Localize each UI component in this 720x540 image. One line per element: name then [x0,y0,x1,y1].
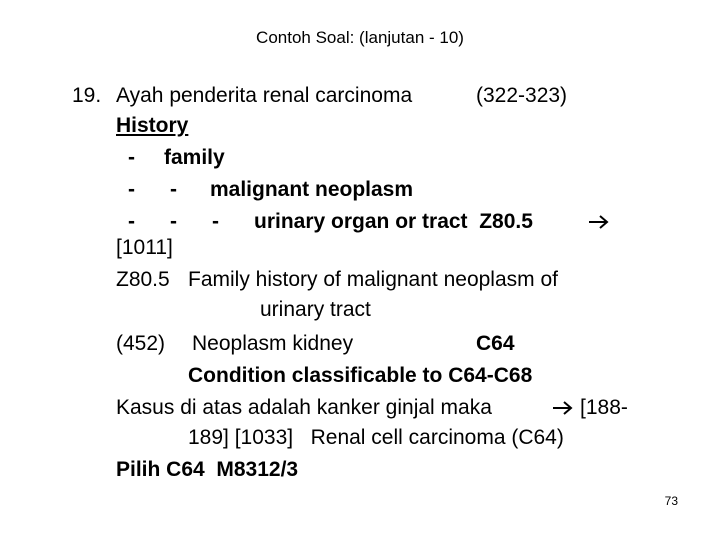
arrow-right-icon [588,215,610,229]
family-term: family [164,146,225,169]
ref-188: [188- [580,396,628,419]
z805-code: Z80.5 [116,268,170,291]
level2-dashes: - - [128,178,177,201]
ref-189-line: 189] [1033] Renal cell carcinoma (C64) [188,426,564,449]
z805-description: Family history of malignant neoplasm of [188,268,558,291]
pilih-line: Pilih C64 M8312/3 [116,458,299,481]
ref-452: (452) [116,332,166,355]
code-c64: C64 [476,332,515,355]
urinary-term: urinary organ or tract Z80.5 [254,210,533,233]
item-line1: Ayah penderita renal carcinoma [116,84,413,107]
neoplasm-kidney: Neoplasm kidney [192,332,354,355]
slide-title: Contoh Soal: (lanjutan - 10) [256,28,464,47]
condition-line: Condition classificable to C64-C68 [188,364,533,387]
page-number: 73 [664,494,678,508]
z805-description-cont: urinary tract [260,298,371,321]
item-number: 19. [72,84,102,107]
family-dash: - [128,146,135,169]
arrow-right-icon [552,401,574,415]
level3-dashes: - - - [128,210,219,233]
history-heading: History [116,114,189,137]
malignant-term: malignant neoplasm [210,178,414,201]
ref-1011: [1011] [116,236,173,259]
kasus-line: Kasus di atas adalah kanker ginjal maka [116,396,492,419]
item-line1-ref: (322-323) [476,84,568,107]
